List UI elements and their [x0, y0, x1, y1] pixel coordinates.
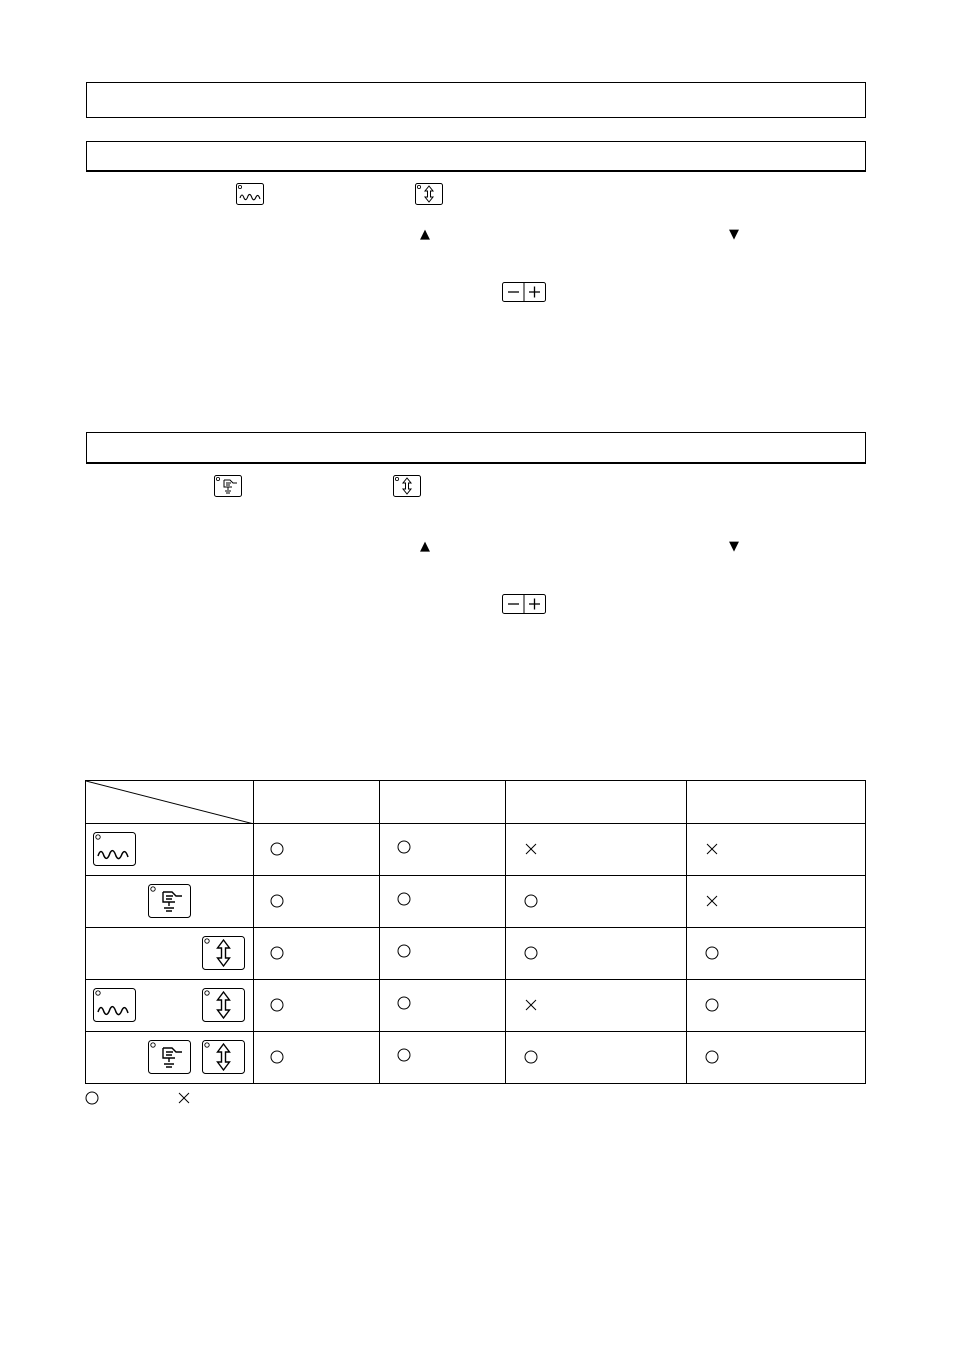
mark-cell — [380, 876, 506, 928]
header-box-1 — [86, 82, 866, 118]
legend-circle-icon — [85, 1091, 99, 1105]
mark-cell — [687, 1032, 866, 1084]
updown-key-icon — [202, 1040, 245, 1074]
table-row — [86, 824, 866, 876]
mark-cell — [506, 876, 687, 928]
key-cell — [86, 928, 254, 980]
wave-key-icon — [93, 832, 136, 866]
circle-mark-icon — [705, 946, 719, 960]
up-triangle-icon-2: ▲ — [420, 539, 430, 554]
mark-cell — [254, 876, 380, 928]
mark-cell — [380, 980, 506, 1032]
wave-key-icon — [93, 988, 136, 1022]
mark-cell — [506, 980, 687, 1032]
mark-cell — [380, 1032, 506, 1084]
circle-mark-icon — [270, 894, 284, 908]
up-down-arrow-key-icon — [415, 183, 443, 205]
col-header-4 — [687, 781, 866, 824]
key-cell — [86, 1032, 254, 1084]
header-box-2 — [86, 141, 866, 172]
circle-mark-icon — [270, 946, 284, 960]
down-triangle-icon: ▼ — [729, 227, 739, 242]
table-row — [86, 1032, 866, 1084]
mark-cell — [506, 824, 687, 876]
mark-cell — [687, 876, 866, 928]
wave-key-icon — [236, 183, 264, 205]
mark-cell — [687, 824, 866, 876]
mark-cell — [380, 824, 506, 876]
col-header-3 — [506, 781, 687, 824]
minus-plus-key-icon-2 — [502, 594, 546, 614]
up-down-arrow-key-icon-2 — [393, 475, 421, 497]
cross-mark-icon — [705, 894, 719, 908]
mark-cell — [254, 824, 380, 876]
circle-mark-icon — [705, 998, 719, 1012]
compatibility-table — [85, 780, 866, 1084]
key-cell — [86, 876, 254, 928]
hand-key-icon — [148, 1040, 191, 1074]
updown-key-icon — [202, 988, 245, 1022]
legend-cross-icon — [177, 1091, 191, 1105]
mark-cell — [506, 1032, 687, 1084]
circle-mark-icon — [270, 998, 284, 1012]
circle-mark-icon — [524, 894, 538, 908]
mark-cell — [687, 928, 866, 980]
mark-cell — [506, 928, 687, 980]
table-row — [86, 876, 866, 928]
mark-cell — [254, 980, 380, 1032]
key-cell — [86, 824, 254, 876]
mark-cell — [687, 980, 866, 1032]
mark-cell — [254, 1032, 380, 1084]
circle-mark-icon — [270, 842, 284, 856]
mark-cell — [380, 928, 506, 980]
hand-key-icon — [214, 475, 242, 497]
circle-mark-icon — [524, 1050, 538, 1064]
key-cell — [86, 980, 254, 1032]
hand-key-icon — [148, 884, 191, 918]
cross-mark-icon — [705, 842, 719, 856]
down-triangle-icon-2: ▼ — [729, 539, 739, 554]
minus-plus-key-icon — [502, 282, 546, 302]
circle-mark-icon — [397, 944, 411, 958]
circle-mark-icon — [397, 1048, 411, 1062]
col-header-1 — [254, 781, 380, 824]
col-header-2 — [380, 781, 506, 824]
header-box-3 — [86, 432, 866, 464]
circle-mark-icon — [397, 892, 411, 906]
cross-mark-icon — [524, 998, 538, 1012]
circle-mark-icon — [524, 946, 538, 960]
diagonal-line — [86, 781, 254, 824]
updown-key-icon — [202, 936, 245, 970]
up-triangle-icon: ▲ — [420, 227, 430, 242]
circle-mark-icon — [397, 996, 411, 1010]
mark-cell — [254, 928, 380, 980]
circle-mark-icon — [397, 840, 411, 854]
table-row — [86, 928, 866, 980]
corner-cell — [86, 781, 254, 824]
cross-mark-icon — [524, 842, 538, 856]
circle-mark-icon — [270, 1050, 284, 1064]
table-row — [86, 980, 866, 1032]
circle-mark-icon — [705, 1050, 719, 1064]
